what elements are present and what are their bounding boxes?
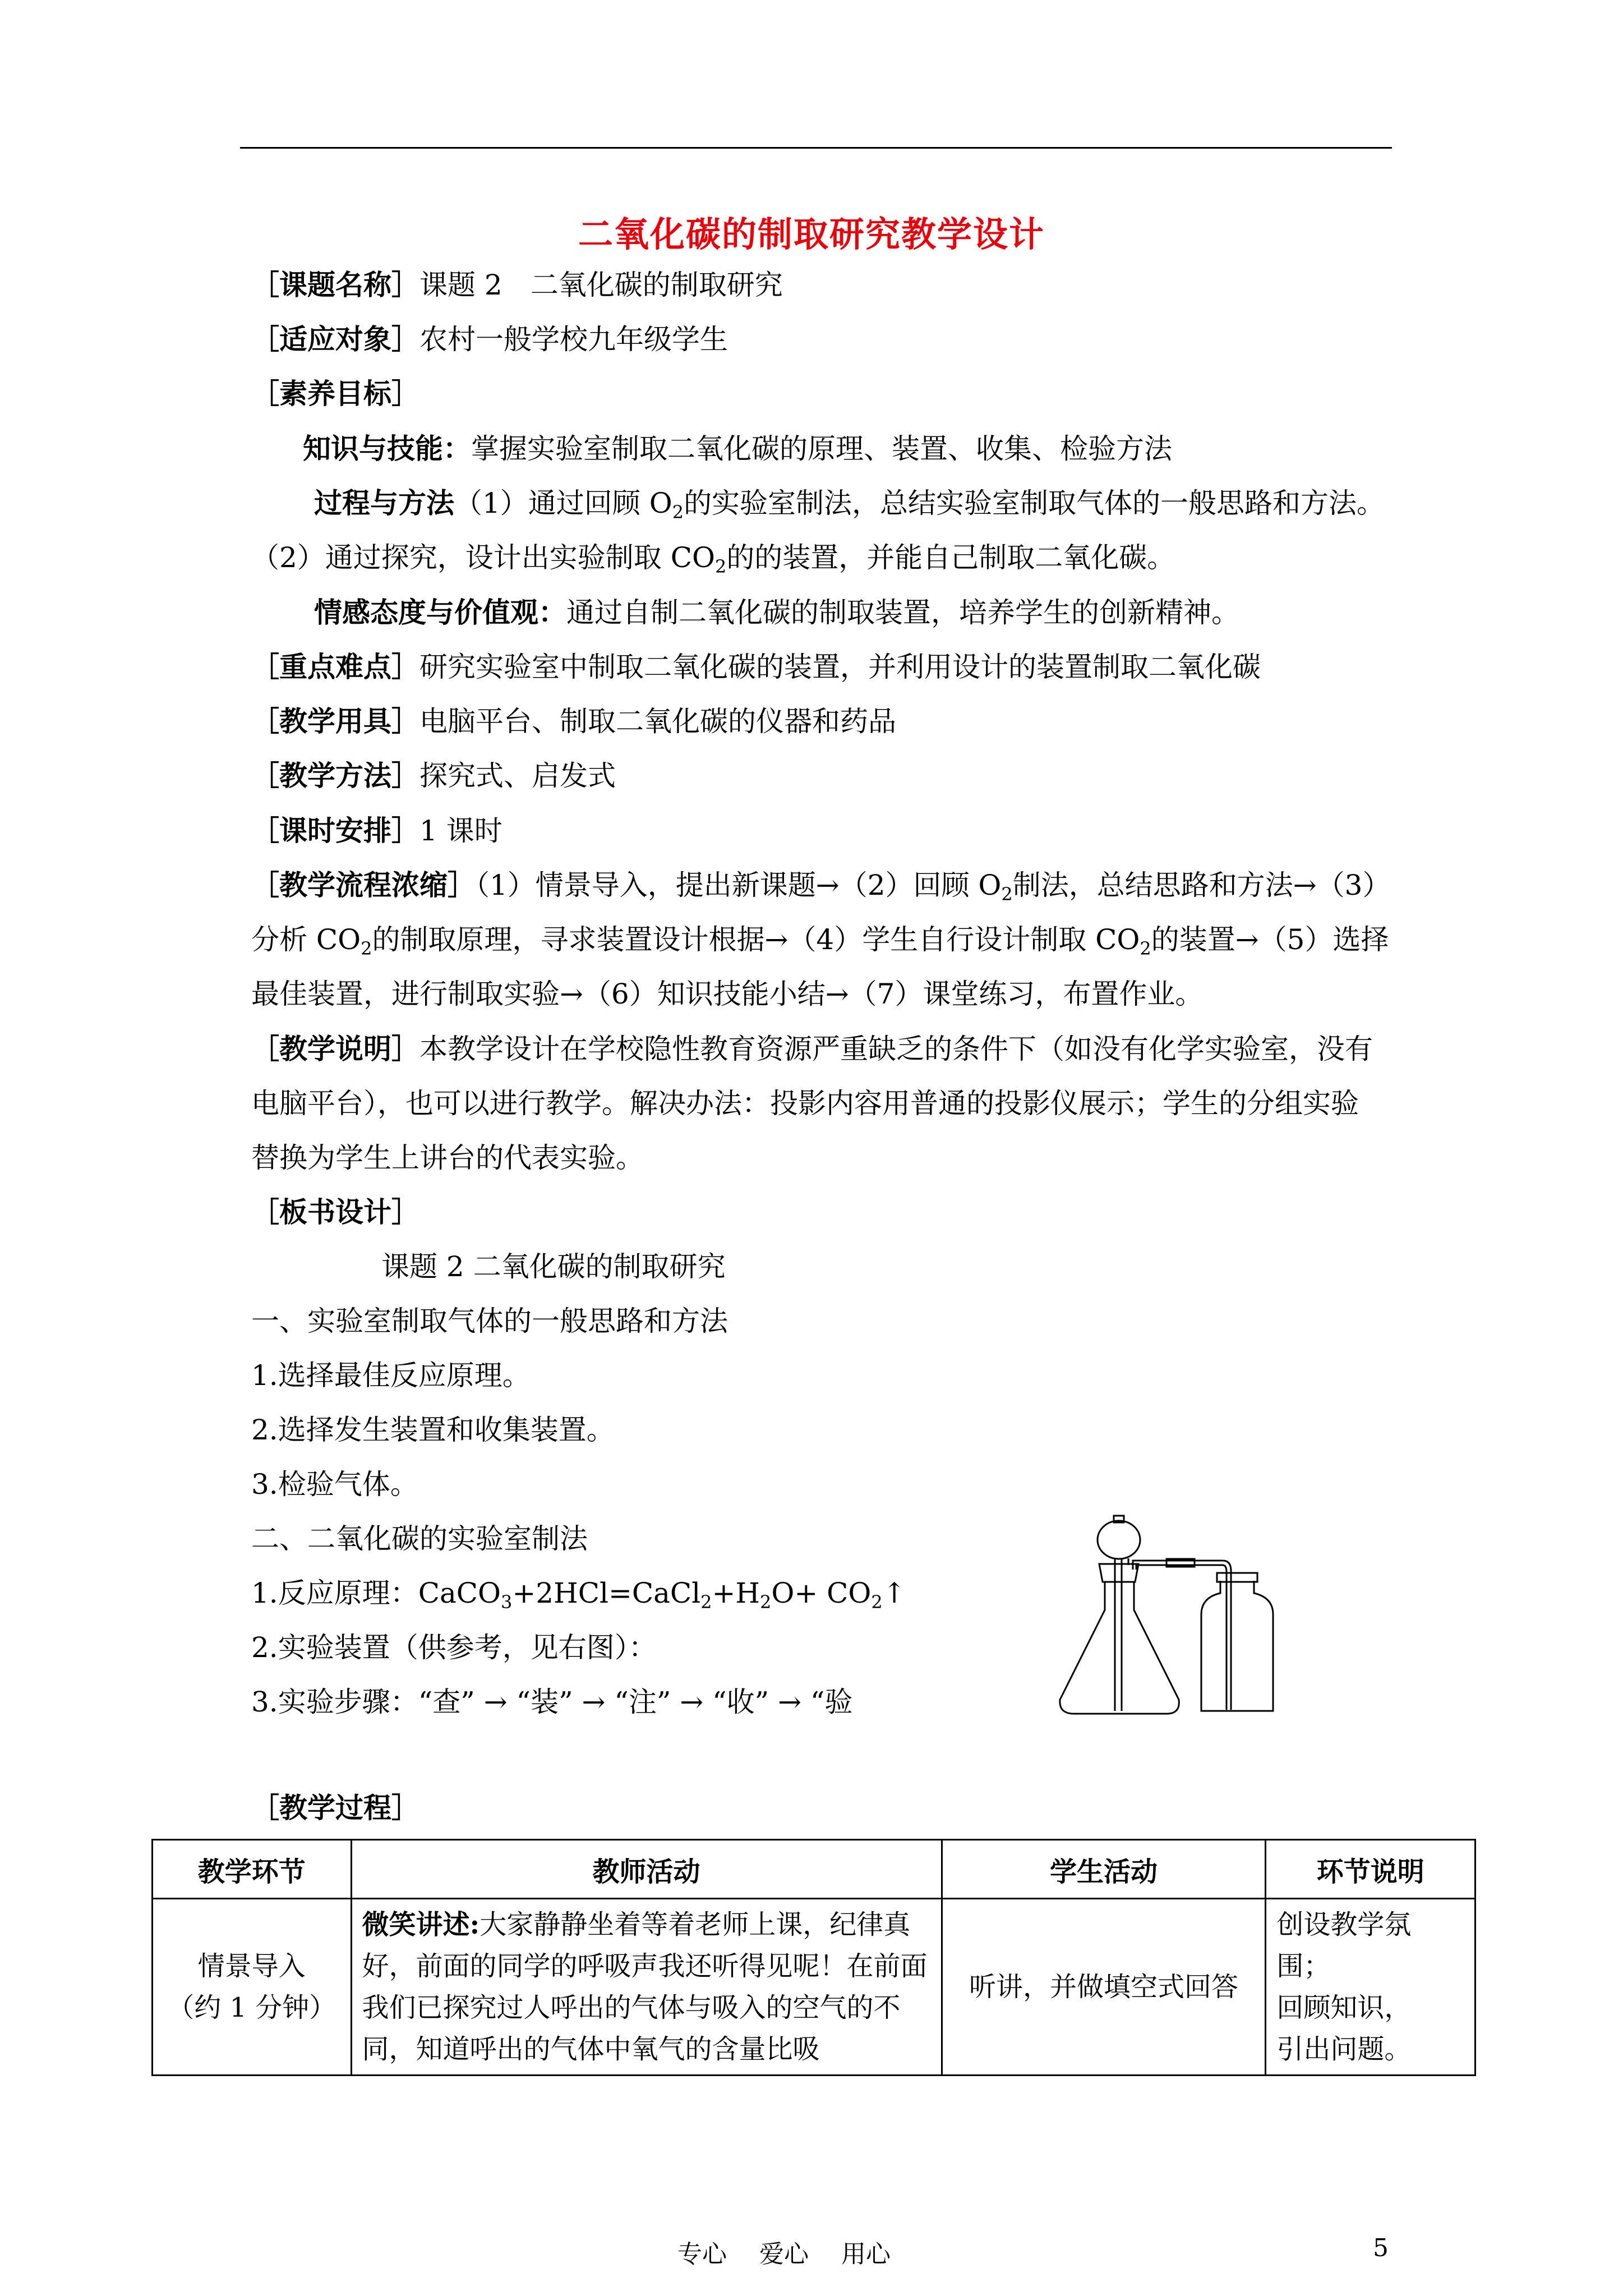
board-item-2: 2.选择发生装置和收集装置。	[251, 1414, 615, 1446]
flow-summary-line-3: 最佳装置，进行制取实验→（6）知识技能小结→（7）课堂练习，布置作业。	[251, 978, 1204, 1010]
process-method-line: 过程与方法（1）通过回顾 $O_2$的实验室制法，总结实验室制取气体的一般思路和方法。	[314, 486, 1385, 523]
teaching-method-line: ［教学方法］探究式、启发式	[251, 759, 616, 792]
process-method-line-2: （2）通过探究，设计出实验制取 $CO_2$的的装置，并能自己制取二氧化碳。	[251, 541, 1175, 577]
section-note-cell: 创设教学氛围； 回顾知识， 引出问题。	[1266, 1899, 1476, 2076]
board-item-3: 3.检验气体。	[251, 1468, 418, 1501]
steps-line: 3.实验步骤：“查” → “装” → “注” → “收” → “验	[251, 1686, 853, 1718]
teaching-notes-line-3: 替换为学生上讲台的代表实验。	[251, 1142, 644, 1174]
board-item-1: 1.选择最佳反应原理。	[251, 1359, 531, 1392]
apparatus-line: 2.实验装置（供参考，见右图）：	[251, 1631, 657, 1664]
flow-summary-line-2: 分析 $CO_2$的制取原理，寻求装置设计根据→（4）学生自行设计制取 $CO_2$的装置→（5）选择	[251, 923, 1389, 959]
teaching-process-heading: ［教学过程］	[251, 1791, 419, 1824]
page-title: 二氧化碳的制取研究教学设计	[578, 214, 1045, 255]
table-header: 教学环节	[153, 1840, 352, 1899]
footer-motto: 专心 爱心 用心	[677, 2240, 891, 2269]
board-topic-line: 课题 2 二氧化碳的制取研究	[381, 1250, 726, 1283]
target-audience-line: ［适应对象］农村一般学校九年级学生	[251, 323, 728, 356]
board-design-heading: ［板书设计］	[251, 1195, 419, 1228]
table-row	[153, 1899, 1476, 2076]
teaching-process-table	[151, 1839, 1476, 2076]
teacher-activity-cell: 微笑讲述:大家静静坐着等着老师上课，纪律真好，前面的同学的呼吸声我还听得见呢！在前面我们已探究过人呼出的气体与吸入的空气的不同，知道呼出的气体中氧气的含量比吸	[351, 1899, 942, 2076]
table-header: 学生活动	[942, 1840, 1266, 1899]
emotion-values-line: 情感态度与价值观：通过自制二氧化碳的制取装置，培养学生的创新精神。	[314, 596, 1239, 629]
board-section-1: 一、实验室制取气体的一般思路和方法	[251, 1305, 728, 1337]
knowledge-skills-line: 知识与技能：掌握实验室制取二氧化碳的原理、装置、收集、检验方法	[303, 432, 1172, 465]
page-number: 5	[1373, 2234, 1389, 2262]
literacy-goals-heading: ［素养目标］	[251, 377, 419, 410]
table-header: 教师活动	[351, 1840, 942, 1899]
flow-summary-line-1: ［教学流程浓缩］（1）情景导入，提出新课题→（2）回顾 $O_2$制法，总结思路和方法→（3）	[251, 868, 1391, 905]
co2-apparatus-diagram	[1054, 1515, 1324, 1717]
board-section-2: 二、二氧化碳的实验室制法	[251, 1522, 588, 1555]
teaching-notes-line-2: 电脑平台），也可以进行教学。解决办法：投影内容用普通的投影仪展示；学生的分组实验	[251, 1087, 1359, 1120]
stage-cell: 情景导入 （约 1 分钟）	[153, 1899, 352, 2076]
key-points-line: ［重点难点］研究实验室中制取二氧化碳的装置，并利用设计的装置制取二氧化碳	[251, 650, 1261, 683]
topic-name-line: ［课题名称］课题 2 二氧化碳的制取研究	[251, 268, 783, 301]
header-rule	[240, 147, 1392, 149]
table-header: 环节说明	[1266, 1840, 1476, 1899]
class-hours-line: ［课时安排］1 课时	[251, 814, 502, 847]
table-header-row	[153, 1840, 1476, 1899]
student-activity-cell: 听讲，并做填空式回答	[942, 1899, 1266, 2076]
teaching-tools-line: ［教学用具］电脑平台、制取二氧化碳的仪器和药品	[251, 705, 896, 738]
teaching-notes-line-1: ［教学说明］本教学设计在学校隐性教育资源严重缺乏的条件下（如没有化学实验室，没有	[251, 1032, 1373, 1065]
reaction-principle-line: 1.反应原理：$CaCO_3+2HCl=CaCl_2+H_2O+$ $CO_2↑$	[251, 1577, 906, 1613]
